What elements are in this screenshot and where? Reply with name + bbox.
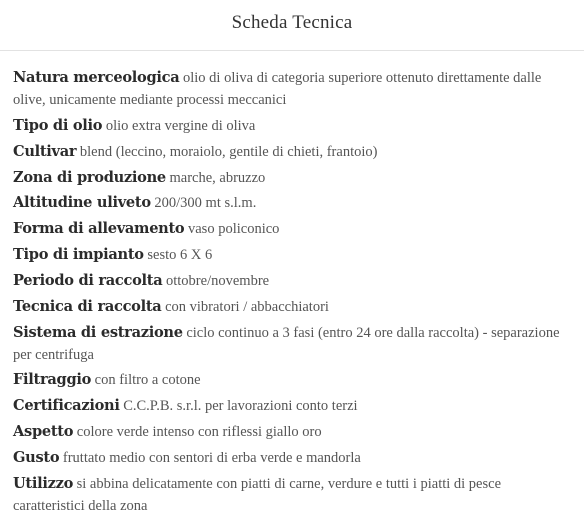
spec-row-tipo-di-impianto [13, 244, 576, 266]
spec-value: con vibratori / abbacchiatori [165, 298, 329, 315]
spec-label: Certificazioni [13, 397, 120, 415]
spec-label: Tipo di olio [13, 116, 103, 134]
spec-row-filtraggio [13, 369, 576, 391]
spec-row-tipo-di-olio [13, 115, 576, 137]
spec-label: Utilizzo [13, 474, 74, 492]
spec-row-tecnica-di-raccolta [13, 296, 576, 318]
spec-value: con filtro a cotone [94, 372, 201, 389]
spec-label: Sistema di estrazione [13, 323, 183, 341]
spec-row-natura-merceologica [13, 67, 576, 111]
spec-value: C.C.P.B. s.r.l. per lavorazioni conto terzi [123, 398, 358, 415]
spec-row-certificazioni [13, 395, 576, 417]
spec-list [0, 51, 584, 517]
spec-value: ottobre/novembre [166, 272, 270, 289]
spec-label: Zona di produzione [13, 168, 166, 186]
spec-value: olio di oliva di categoria superiore ottenuto direttamente dalle olive, unicamente mediante processi meccanici [13, 70, 542, 108]
spec-row-periodo-di-raccolta [13, 270, 576, 292]
spec-row-gusto [13, 447, 576, 469]
spec-label: Altitudine uliveto [13, 194, 151, 212]
spec-label: Cultivar [13, 142, 77, 160]
spec-value: blend (leccino, moraiolo, gentile di chieti, frantoio) [79, 143, 378, 160]
spec-row-altitudine-uliveto [13, 192, 576, 214]
spec-value: marche, abruzzo [169, 169, 266, 186]
spec-value: olio extra vergine di oliva [105, 117, 256, 134]
spec-value: vaso policonico [188, 221, 280, 238]
spec-label: Gusto [13, 448, 60, 466]
spec-label: Forma di allevamento [13, 220, 185, 238]
spec-value: si abbina delicatamente con piatti di carne, verdure e tutti i piatti di pesce caratteristici della zona [13, 475, 502, 514]
spec-row-aspetto [13, 421, 576, 443]
section-title: Scheda Tecnica [231, 12, 353, 33]
spec-row-forma-di-allevamento [13, 218, 576, 240]
spec-row-zona-di-produzione [13, 167, 576, 189]
spec-label: Aspetto [13, 423, 74, 441]
spec-label: Periodo di raccolta [13, 271, 163, 289]
spec-label: Natura merceologica [13, 69, 180, 86]
spec-value: colore verde intenso con riflessi giallo oro [76, 424, 322, 441]
spec-label: Tipo di impianto [13, 246, 144, 264]
spec-row-utilizzo [13, 473, 576, 517]
section-header [0, 0, 584, 51]
spec-value: 200/300 mt s.l.m. [154, 195, 257, 212]
spec-value: ciclo continuo a 3 fasi (entro 24 ore dalla raccolta) - separazione per centrifuga [13, 324, 560, 363]
spec-label: Tecnica di raccolta [13, 297, 162, 315]
spec-row-sistema-di-estrazione [13, 322, 576, 366]
spec-value: sesto 6 X 6 [147, 247, 213, 264]
spec-label: Filtraggio [13, 371, 92, 389]
spec-row-cultivar [13, 141, 576, 163]
spec-value: fruttato medio con sentori di erba verde e mandorla [62, 449, 361, 466]
